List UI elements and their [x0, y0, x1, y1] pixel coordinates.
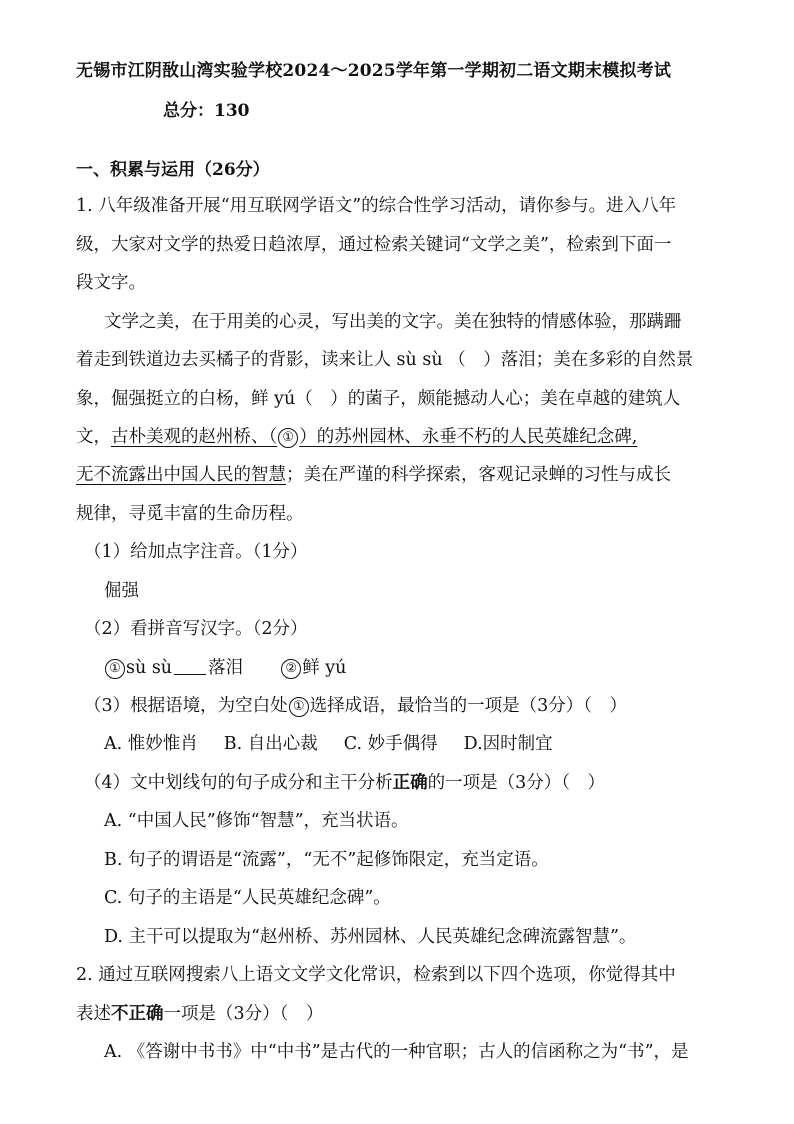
q1-intro-line2: 级，大家对文学的热爱日趋浓厚，通过检索关键词“文学之美”，检索到下面一 [76, 235, 672, 255]
passage-line3: 象，倔强挺立的白杨，鲜 yú（ ）的菌子，颇能撼动人心；美在卓越的建筑人 [76, 389, 681, 409]
passage-line4-prefix: 文， [76, 427, 111, 447]
total-score: 总分：130 [163, 101, 250, 121]
passage-line4 [76, 424, 716, 450]
sub2-items [104, 655, 744, 681]
sub4-option-a[interactable]: A. “中国人民”修饰“智慧”，充当状语。 [104, 811, 409, 831]
sub3-options [104, 731, 744, 757]
passage-line1: 文学之美，在于用美的心灵，写出美的文字。美在独特的情感体验，那蹒跚 [104, 312, 682, 332]
passage-line2: 着走到铁道边去买橘子的背影，读来让人 sù sù （ ）落泪；美在多彩的自然景 [76, 350, 694, 370]
q2-line2-a: 表述 [76, 1004, 111, 1024]
q2-option-a[interactable]: A. 《答谢中书书》中“中书”是古代的一种官职；古人的信函称之为“书”，是 [104, 1042, 689, 1062]
sub4-prompt-bold: 正确 [392, 773, 428, 793]
sub4-option-c[interactable]: C. 句子的主语是“人民英雄纪念碑”。 [104, 888, 391, 908]
passage-line5-rest: ；美在严谨的科学探索，客观记录蝉的习性与成长 [286, 465, 671, 485]
underlined-text-b: ）的苏州园林、永垂不朽的人民英雄纪念碑, [299, 427, 638, 447]
option-a[interactable]: A. 惟妙惟肖 [104, 734, 198, 754]
option-d[interactable]: D.因时制宜 [463, 734, 553, 754]
q2-line1: 2. 通过互联网搜索八上语文文学文化常识，检索到以下四个选项，你觉得其中 [76, 965, 676, 985]
blank-marker-ref: ① [289, 697, 309, 717]
passage-line6: 规律，寻觅丰富的生命历程。 [76, 504, 304, 524]
q2-line2-bold: 不正确 [111, 1004, 164, 1024]
option-c[interactable]: C. 妙手偶得 [343, 734, 438, 754]
blank-marker-1: ① [278, 428, 298, 448]
item1-tail: 落泪 [208, 658, 244, 678]
section-heading: 一、积累与运用（26分） [76, 160, 270, 180]
item1-pinyin: sù sù [126, 658, 173, 678]
sub1-prompt: （1）给加点字注音。（1分） [84, 542, 308, 562]
sub4-prompt-a: （4）文中划线句的句子成分和主干分析 [84, 773, 393, 793]
sub3-prompt-b: 选择成语，最恰当的一项是（3分）（ ） [309, 696, 628, 716]
sub3-prompt-a: （3）根据语境，为空白处 [84, 696, 288, 716]
sub4-option-b[interactable]: B. 句子的谓语是“流露”，“无不”起修饰限定，充当定语。 [104, 850, 549, 870]
underlined-sentence-part2: 无不流露出中国人民的智慧 [76, 465, 286, 485]
q1-intro-line1: 1. 八年级准备开展“用互联网学语文”的综合性学习活动，请你参与。进入八年 [76, 196, 677, 216]
option-b[interactable]: B. 自出心裁 [223, 734, 318, 754]
sub4-prompt [84, 770, 724, 796]
item2-text: 鲜 yú [302, 658, 347, 678]
sub1-word: 倔强 [104, 581, 139, 601]
q1-intro-line3: 段文字。 [76, 273, 146, 293]
exam-title: 无锡市江阴敔山湾实验学校2024～2025学年第一学期初二语文期末模拟考试 [76, 61, 672, 81]
underlined-sentence-part1 [111, 427, 637, 447]
sub4-prompt-b: 的一项是（3分）（ ） [427, 773, 606, 793]
underlined-text-a: 古朴美观的赵州桥、（ [111, 427, 278, 447]
passage-line5 [76, 462, 716, 488]
sub4-option-d[interactable]: D. 主干可以提取为“赵州桥、苏州园林、人民英雄纪念碑流露智慧”。 [104, 927, 637, 947]
sub2-prompt: （2）看拼音写汉字。（2分） [84, 619, 308, 639]
sub3-prompt [84, 693, 724, 719]
item2-number: ② [281, 659, 301, 679]
q2-line2-b: 一项是（3分）（ ） [163, 1004, 324, 1024]
item1-number: ① [105, 659, 125, 679]
q2-line2 [76, 1001, 716, 1027]
answer-blank-1[interactable] [174, 658, 206, 675]
